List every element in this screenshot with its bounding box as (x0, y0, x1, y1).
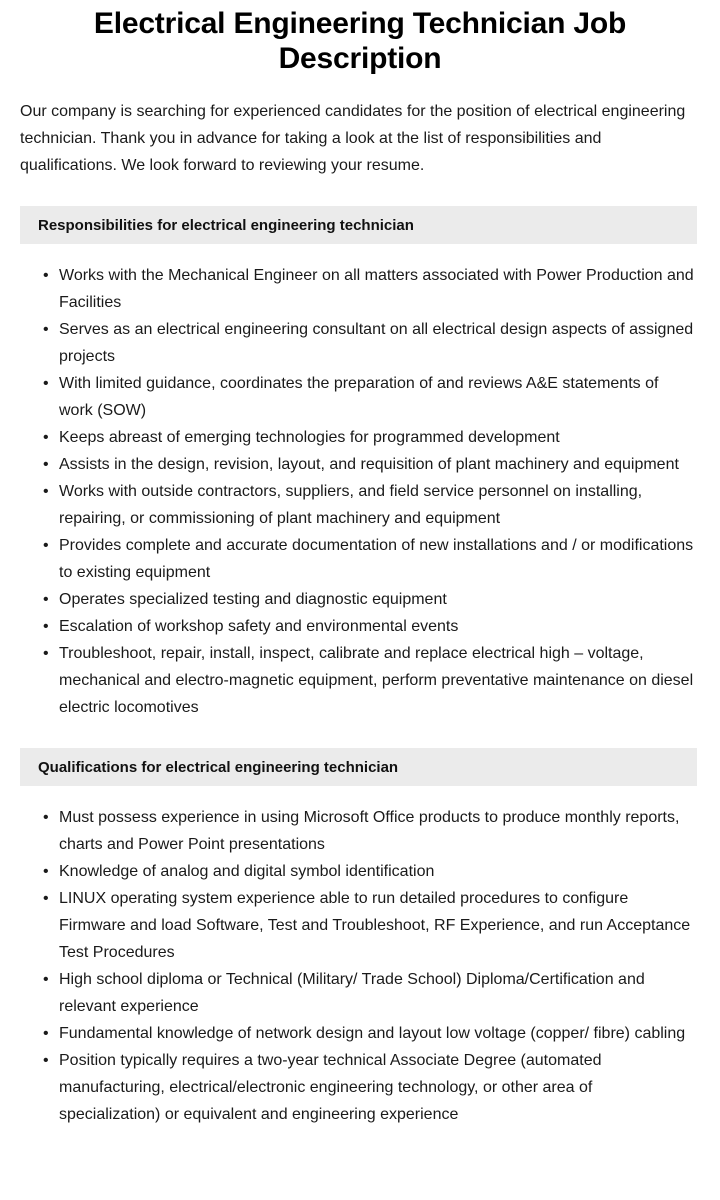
list-item (43, 1047, 696, 1128)
bullet-icon: • (43, 537, 49, 554)
list-item-text: Operates specialized testing and diagnostic equipment (59, 591, 447, 608)
list-item-text: LINUX operating system experience able to run detailed procedures to configure Firmware and load Software, Test and Troubleshoot, RF Experience, and run Acceptance Test Procedures (59, 890, 691, 961)
bullet-icon: • (43, 809, 49, 826)
list-item (43, 966, 696, 1020)
list-item-text: Serves as an electrical engineering consultant on all electrical design aspects of assigned projects (59, 321, 694, 365)
list-item-text: Troubleshoot, repair, install, inspect, calibrate and replace electrical high – voltage, mechanical and electro-magnetic equipment, perform preventative maintenance on diesel electric locomotives (59, 645, 694, 716)
list-item (43, 532, 696, 586)
list-item-text: Position typically requires a two-year technical Associate Degree (automated manufacturing, electrical/electronic engineering technology, or other area of specialization) or equivalent and engineering experience (59, 1052, 602, 1123)
list-item (43, 316, 696, 370)
list-item (43, 370, 696, 424)
list-item-text: Fundamental knowledge of network design and layout low voltage (copper/ fibre) cabling (59, 1025, 686, 1042)
bullet-icon: • (43, 375, 49, 392)
bullet-icon: • (43, 618, 49, 635)
list-item-text: Escalation of workshop safety and environmental events (59, 618, 459, 635)
list-item-text: Works with the Mechanical Engineer on all matters associated with Power Production and Facilities (59, 267, 694, 311)
bullet-icon: • (43, 1052, 49, 1069)
list-item-text: With limited guidance, coordinates the preparation of and reviews A&E statements of work (SOW) (59, 375, 659, 419)
list-item (43, 262, 696, 316)
bullet-icon: • (43, 267, 49, 284)
section-header-responsibilities (20, 206, 697, 244)
list-item-text: Provides complete and accurate documentation of new installations and / or modifications to existing equipment (59, 537, 694, 581)
page-bottom-spacer (0, 1128, 720, 1154)
bullet-icon: • (43, 591, 49, 608)
bullet-icon: • (43, 321, 49, 338)
bullet-icon: • (43, 483, 49, 500)
list-item-text: High school diploma or Technical (Military/ Trade School) Diploma/Certification and relevant experience (59, 971, 645, 1015)
bullet-icon: • (43, 890, 49, 907)
page-title: Electrical Engineering Technician Job Description (93, 7, 627, 75)
list-item (43, 424, 696, 451)
bullet-icon: • (43, 863, 49, 880)
list-item-text: Assists in the design, revision, layout, and requisition of plant machinery and equipment (59, 456, 679, 473)
bullet-icon: • (43, 429, 49, 446)
bullet-icon: • (43, 971, 49, 988)
bullet-icon: • (43, 645, 49, 662)
responsibilities-list (0, 244, 720, 721)
bullet-icon: • (43, 1025, 49, 1042)
list-item (43, 1020, 696, 1047)
section-header-label: Responsibilities for electrical engineering technician (38, 216, 414, 234)
list-item-text: Works with outside contractors, suppliers, and field service personnel on installing, repairing, or commissioning of plant machinery and equipment (59, 483, 643, 527)
list-item-text: Keeps abreast of emerging technologies for programmed development (59, 429, 560, 446)
list-item (43, 804, 696, 858)
list-item-text: Must possess experience in using Microsoft Office products to produce monthly reports, charts and Power Point presentations (59, 809, 680, 853)
list-item (43, 640, 696, 721)
list-item (43, 451, 696, 478)
section-header-label: Qualifications for electrical engineering technician (38, 758, 399, 776)
section-responsibilities (0, 206, 720, 721)
bullet-icon: • (43, 456, 49, 473)
list-item (43, 858, 696, 885)
list-item (43, 586, 696, 613)
list-item (43, 478, 696, 532)
intro-paragraph: Our company is searching for experienced candidates for the position of electrical engineering technician. Thank you in advance for taking a look at the list of responsibilities and qualifications. We look forward to reviewing your resume. (20, 103, 686, 174)
section-header-qualifications (20, 748, 697, 786)
qualifications-list (0, 786, 720, 1128)
list-item-text: Knowledge of analog and digital symbol identification (59, 863, 435, 880)
list-item (43, 885, 696, 966)
section-qualifications (0, 748, 720, 1128)
list-item (43, 613, 696, 640)
